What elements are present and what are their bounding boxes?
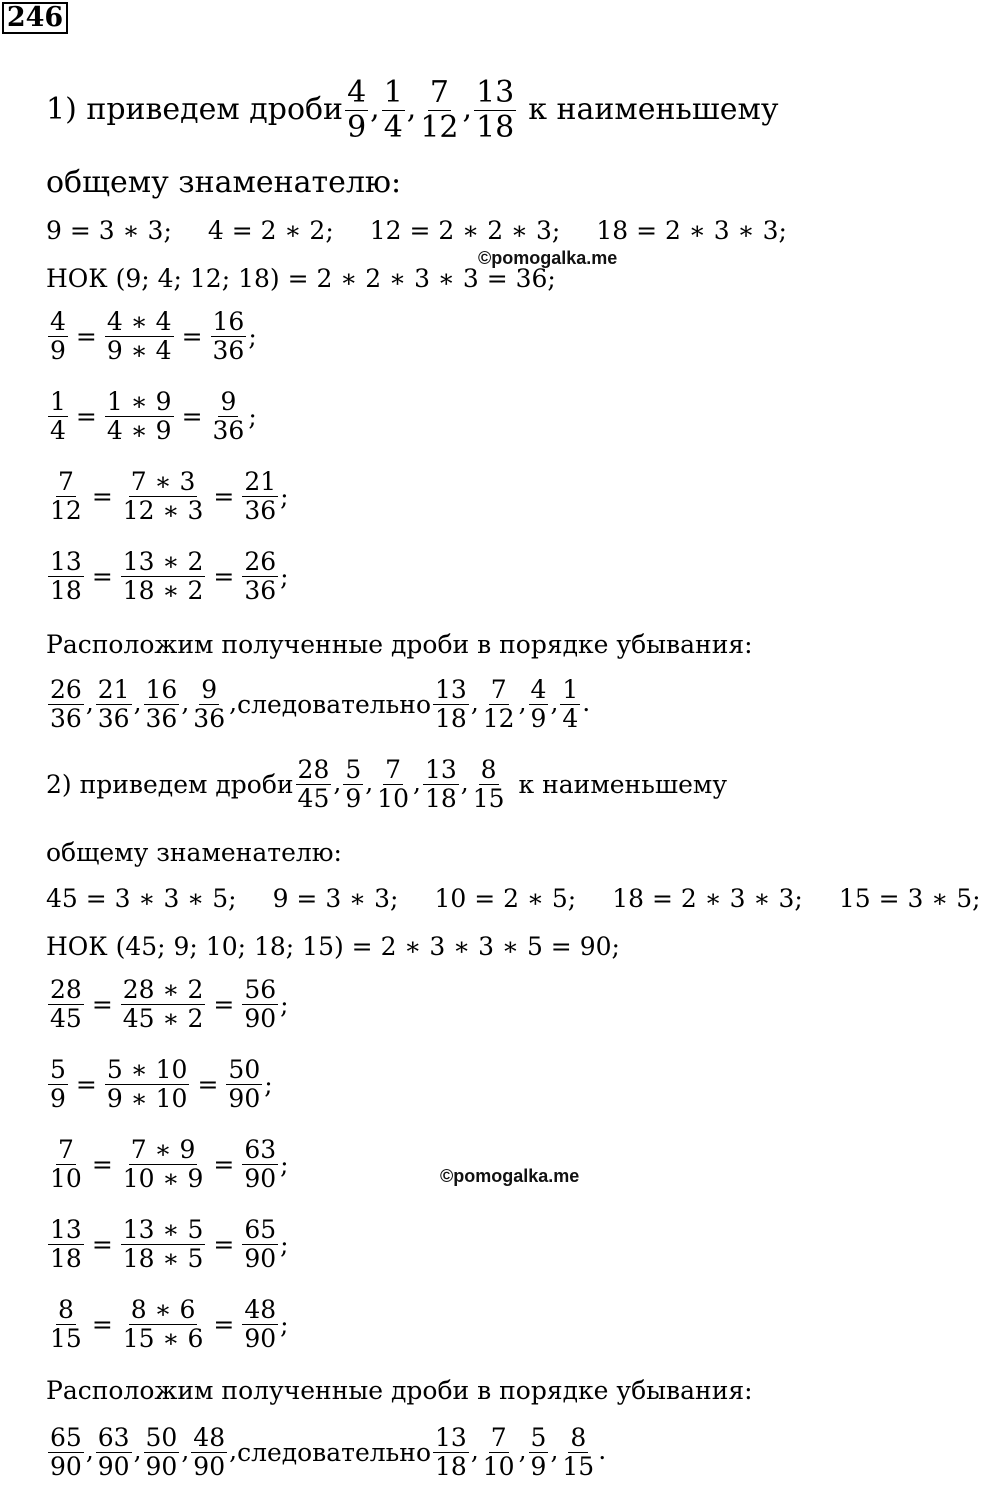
p2-conversion	[46, 1216, 289, 1273]
numerator: 26	[50, 675, 82, 704]
semicolon: ;	[280, 482, 289, 511]
fraction	[345, 76, 368, 144]
denominator: 9	[530, 1452, 547, 1481]
fraction	[382, 76, 405, 144]
numerator: 7	[57, 1135, 74, 1164]
p1-conversion	[46, 548, 289, 605]
numerator: 8 ∗ 6	[130, 1295, 196, 1324]
equals-sign: =	[75, 322, 97, 351]
numerator: 13	[435, 1423, 467, 1452]
denominator: 90	[193, 1452, 226, 1481]
numerator: 8	[570, 1423, 587, 1452]
comma: ,	[460, 768, 469, 797]
numerator: 7	[490, 1423, 507, 1452]
numerator: 16	[145, 675, 178, 704]
denominator: 10 ∗ 9	[122, 1164, 204, 1193]
comma: ,	[550, 1436, 559, 1465]
denominator: 15	[472, 784, 505, 813]
denominator: 12	[482, 704, 515, 733]
fraction	[191, 1424, 227, 1481]
equals-sign: =	[213, 1230, 235, 1259]
denominator: 18	[424, 784, 457, 813]
denominator: 10	[377, 784, 409, 813]
p1-factorizations	[46, 218, 787, 243]
numerator: 56	[244, 975, 277, 1004]
equals-sign: =	[91, 1310, 113, 1339]
numerator: 4	[50, 307, 66, 336]
numerator: 63	[97, 1423, 130, 1452]
denominator: 36	[244, 496, 277, 525]
equals-sign: =	[213, 990, 235, 1019]
denominator: 18	[50, 1244, 82, 1273]
p1-intro-suffix: к наименьшему	[528, 92, 779, 128]
denominator: 90	[244, 1244, 277, 1273]
fraction	[433, 676, 469, 733]
denominator: 4	[50, 416, 66, 445]
denominator: 9	[345, 784, 362, 813]
punctuation: .	[582, 688, 591, 717]
denominator: 90	[244, 1004, 277, 1033]
fraction	[418, 76, 460, 144]
expanded-fraction	[121, 548, 206, 605]
factorization: 15 = 3 ∗ 5;	[838, 884, 981, 913]
punctuation: .	[598, 1436, 607, 1465]
p2-conversion	[46, 1296, 289, 1353]
fraction	[481, 676, 517, 733]
denominator: 9	[530, 704, 547, 733]
fraction	[433, 1424, 469, 1481]
p1-intro-fractions	[343, 76, 518, 144]
p1-intro-line2: общему знаменателю:	[46, 165, 402, 200]
numerator: 1	[50, 387, 66, 416]
numerator: 13	[435, 675, 467, 704]
original-fraction	[48, 976, 84, 1033]
p2-ordered	[46, 1424, 237, 1481]
numerator: 7	[57, 467, 74, 496]
numerator: 50	[145, 1423, 178, 1452]
expanded-fraction	[121, 1296, 206, 1353]
p2-lcm: НОК (45; 9; 10; 18; 15) = 2 ∗ 3 ∗ 3 ∗ 5 = 90;	[46, 932, 620, 961]
equals-sign: =	[91, 562, 113, 591]
fraction	[144, 676, 180, 733]
denominator: 45	[297, 784, 330, 813]
p2-conversion	[46, 1136, 289, 1193]
semicolon: ;	[248, 402, 257, 431]
numerator: 65	[50, 1423, 82, 1452]
result-fraction	[242, 1296, 278, 1353]
denominator: 18	[476, 109, 515, 145]
fraction	[48, 676, 84, 733]
p2-intro-line2: общему знаменателю:	[46, 838, 342, 867]
numerator: 4 ∗ 4	[106, 307, 172, 336]
equals-sign: =	[91, 482, 113, 511]
equals-sign: =	[197, 1070, 219, 1099]
original-fraction	[48, 388, 68, 445]
denominator: 9 ∗ 10	[106, 1084, 188, 1113]
denominator: 18	[435, 1452, 467, 1481]
expanded-fraction	[105, 388, 174, 445]
numerator: 9	[220, 387, 237, 416]
fraction	[560, 676, 580, 733]
watermark: ©pomogalka.me	[478, 248, 618, 268]
denominator: 4 ∗ 9	[106, 416, 172, 445]
numerator: 4	[530, 675, 547, 704]
expanded-fraction	[105, 308, 174, 365]
comma: ,	[412, 768, 421, 797]
factorization: 18 = 2 ∗ 3 ∗ 3;	[612, 884, 803, 913]
denominator: 9	[347, 109, 367, 145]
numerator: 5	[530, 1423, 547, 1452]
comma: ,	[518, 688, 527, 717]
problem-number: 246	[2, 2, 68, 34]
fraction	[96, 1424, 132, 1481]
p2-intro-suffix: к наименьшему	[518, 770, 728, 799]
equals-sign: =	[181, 322, 203, 351]
denominator: 10	[50, 1164, 82, 1193]
numerator: 48	[244, 1295, 277, 1324]
result-fraction	[226, 1056, 262, 1113]
comma: ,	[470, 1436, 479, 1465]
numerator: 28 ∗ 2	[122, 975, 204, 1004]
comma: ,	[85, 688, 94, 717]
equals-sign: =	[91, 990, 113, 1019]
denominator: 90	[50, 1452, 82, 1481]
p2-therefore: следовательно	[237, 1438, 431, 1467]
denominator: 36	[212, 416, 245, 445]
watermark: ©pomogalka.me	[440, 1166, 580, 1186]
comma: ,	[406, 91, 417, 127]
numerator: 7	[385, 755, 402, 784]
numerator: 13	[424, 755, 457, 784]
fraction	[343, 756, 363, 813]
p1-ordered-line	[46, 676, 590, 733]
punctuation: ,	[229, 1436, 238, 1465]
denominator: 9	[50, 1084, 66, 1113]
result-fraction	[242, 1136, 278, 1193]
factorization: 18 = 2 ∗ 3 ∗ 3;	[596, 216, 787, 245]
numerator: 16	[212, 307, 245, 336]
equals-sign: =	[213, 1150, 235, 1179]
fraction	[191, 676, 227, 733]
result-fraction	[242, 548, 278, 605]
expanded-fraction	[121, 1216, 206, 1273]
denominator: 4	[562, 704, 579, 733]
numerator: 8	[57, 1295, 74, 1324]
numerator: 26	[244, 547, 277, 576]
p2-factorizations	[46, 886, 981, 911]
original-fraction	[48, 548, 84, 605]
factorization: 9 = 3 ∗ 3;	[46, 216, 172, 245]
semicolon: ;	[264, 1070, 273, 1099]
factorization: 10 = 2 ∗ 5;	[434, 884, 577, 913]
numerator: 1	[383, 75, 403, 110]
original-fraction	[48, 1296, 84, 1353]
p1-intro	[46, 76, 778, 144]
numerator: 13 ∗ 5	[122, 1215, 204, 1244]
factorization: 12 = 2 ∗ 2 ∗ 3;	[369, 216, 561, 245]
fraction	[529, 676, 549, 733]
numerator: 1	[562, 675, 579, 704]
denominator: 15	[50, 1324, 82, 1353]
numerator: 63	[244, 1135, 277, 1164]
result-fraction	[211, 388, 247, 445]
result-fraction	[242, 976, 278, 1033]
equals-sign: =	[213, 562, 235, 591]
factorization: 45 = 3 ∗ 3 ∗ 5;	[46, 884, 237, 913]
fraction	[560, 1424, 596, 1481]
denominator: 12	[50, 496, 82, 525]
p2-conversion	[46, 976, 289, 1033]
denominator: 90	[145, 1452, 178, 1481]
fraction	[529, 1424, 549, 1481]
fraction	[375, 756, 411, 813]
result-fraction	[211, 308, 247, 365]
denominator: 9 ∗ 4	[106, 336, 172, 365]
denominator: 15	[562, 1452, 595, 1481]
numerator: 50	[228, 1055, 261, 1084]
p2-intro-fractions	[294, 756, 509, 813]
fraction	[48, 1424, 84, 1481]
comma: ,	[470, 688, 479, 717]
denominator: 90	[244, 1164, 277, 1193]
denominator: 36	[50, 704, 82, 733]
semicolon: ;	[280, 1310, 289, 1339]
comma: ,	[365, 768, 374, 797]
numerator: 5	[50, 1055, 66, 1084]
numerator: 5	[345, 755, 362, 784]
denominator: 36	[97, 704, 130, 733]
p1-lcm: НОК (9; 4; 12; 18) = 2 ∗ 2 ∗ 3 ∗ 3 = 36;	[46, 264, 556, 293]
semicolon: ;	[280, 1150, 289, 1179]
equals-sign: =	[213, 482, 235, 511]
denominator: 15 ∗ 6	[122, 1324, 204, 1353]
numerator: 5 ∗ 10	[106, 1055, 188, 1084]
numerator: 13	[50, 1215, 82, 1244]
numerator: 1 ∗ 9	[106, 387, 172, 416]
original-fraction	[48, 1056, 68, 1113]
denominator: 36	[244, 576, 277, 605]
p1-conversion	[46, 388, 257, 445]
denominator: 10	[482, 1452, 515, 1481]
result-fraction	[242, 1216, 278, 1273]
equals-sign: =	[181, 402, 203, 431]
fraction	[481, 1424, 517, 1481]
comma: ,	[370, 91, 380, 127]
factorization: 9 = 3 ∗ 3;	[272, 884, 399, 913]
expanded-fraction	[121, 468, 206, 525]
denominator: 90	[244, 1324, 277, 1353]
numerator: 48	[193, 1423, 226, 1452]
p2-order-text: Расположим полученные дроби в порядке убывания:	[46, 1376, 753, 1405]
p1-conversion	[46, 468, 289, 525]
denominator: 36	[145, 704, 178, 733]
semicolon: ;	[280, 1230, 289, 1259]
denominator: 18	[435, 704, 467, 733]
comma: ,	[181, 1436, 190, 1465]
p1-therefore: следовательно	[237, 690, 431, 719]
comma: ,	[181, 688, 190, 717]
numerator: 7	[490, 675, 507, 704]
numerator: 13	[50, 547, 82, 576]
factorization: 4 = 2 ∗ 2;	[207, 216, 334, 245]
fraction	[96, 676, 132, 733]
denominator: 45	[50, 1004, 82, 1033]
expanded-fraction	[121, 976, 206, 1033]
result-fraction	[242, 468, 278, 525]
fraction	[296, 756, 332, 813]
denominator: 12	[420, 109, 459, 145]
denominator: 90	[97, 1452, 130, 1481]
expanded-fraction	[121, 1136, 206, 1193]
p1-result	[431, 676, 590, 733]
denominator: 12 ∗ 3	[122, 496, 204, 525]
numerator: 7 ∗ 3	[130, 467, 196, 496]
numerator: 13	[476, 75, 515, 110]
comma: ,	[333, 768, 342, 797]
denominator: 36	[212, 336, 245, 365]
p1-ordered	[46, 676, 237, 733]
denominator: 9	[50, 336, 66, 365]
numerator: 21	[97, 675, 130, 704]
p1-conversion	[46, 308, 257, 365]
fraction	[144, 1424, 180, 1481]
numerator: 28	[297, 755, 330, 784]
semicolon: ;	[280, 990, 289, 1019]
numerator: 7	[429, 75, 449, 110]
denominator: 45 ∗ 2	[122, 1004, 204, 1033]
p2-intro	[46, 756, 727, 813]
comma: ,	[133, 1436, 142, 1465]
comma: ,	[518, 1436, 527, 1465]
numerator: 21	[244, 467, 277, 496]
comma: ,	[85, 1436, 94, 1465]
numerator: 9	[201, 675, 218, 704]
original-fraction	[48, 1136, 84, 1193]
fraction	[423, 756, 459, 813]
denominator: 18	[50, 576, 82, 605]
equals-sign: =	[91, 1230, 113, 1259]
comma: ,	[462, 91, 473, 127]
original-fraction	[48, 1216, 84, 1273]
semicolon: ;	[280, 562, 289, 591]
numerator: 13 ∗ 2	[122, 547, 204, 576]
equals-sign: =	[91, 1150, 113, 1179]
numerator: 65	[244, 1215, 277, 1244]
denominator: 18 ∗ 5	[122, 1244, 204, 1273]
fraction	[471, 756, 507, 813]
numerator: 8	[480, 755, 497, 784]
comma: ,	[133, 688, 142, 717]
numerator: 28	[50, 975, 82, 1004]
denominator: 36	[193, 704, 226, 733]
p2-ordered-line	[46, 1424, 606, 1481]
equals-sign: =	[75, 1070, 97, 1099]
p2-result	[431, 1424, 606, 1481]
p1-order-text: Расположим полученные дроби в порядке убывания:	[46, 630, 753, 659]
numerator: 4	[347, 75, 367, 110]
original-fraction	[48, 308, 68, 365]
p2-conversion	[46, 1056, 273, 1113]
equals-sign: =	[75, 402, 97, 431]
semicolon: ;	[248, 322, 257, 351]
equals-sign: =	[213, 1310, 235, 1339]
expanded-fraction	[105, 1056, 190, 1113]
denominator: 4	[383, 109, 403, 145]
p1-intro-prefix: 1) приведем дроби	[46, 92, 344, 128]
numerator: 7 ∗ 9	[130, 1135, 196, 1164]
p2-intro-prefix: 2) приведем дроби	[46, 770, 294, 799]
comma: ,	[550, 688, 559, 717]
original-fraction	[48, 468, 84, 525]
punctuation: ,	[229, 688, 238, 717]
denominator: 18 ∗ 2	[122, 576, 204, 605]
fraction	[474, 76, 516, 144]
denominator: 90	[228, 1084, 261, 1113]
